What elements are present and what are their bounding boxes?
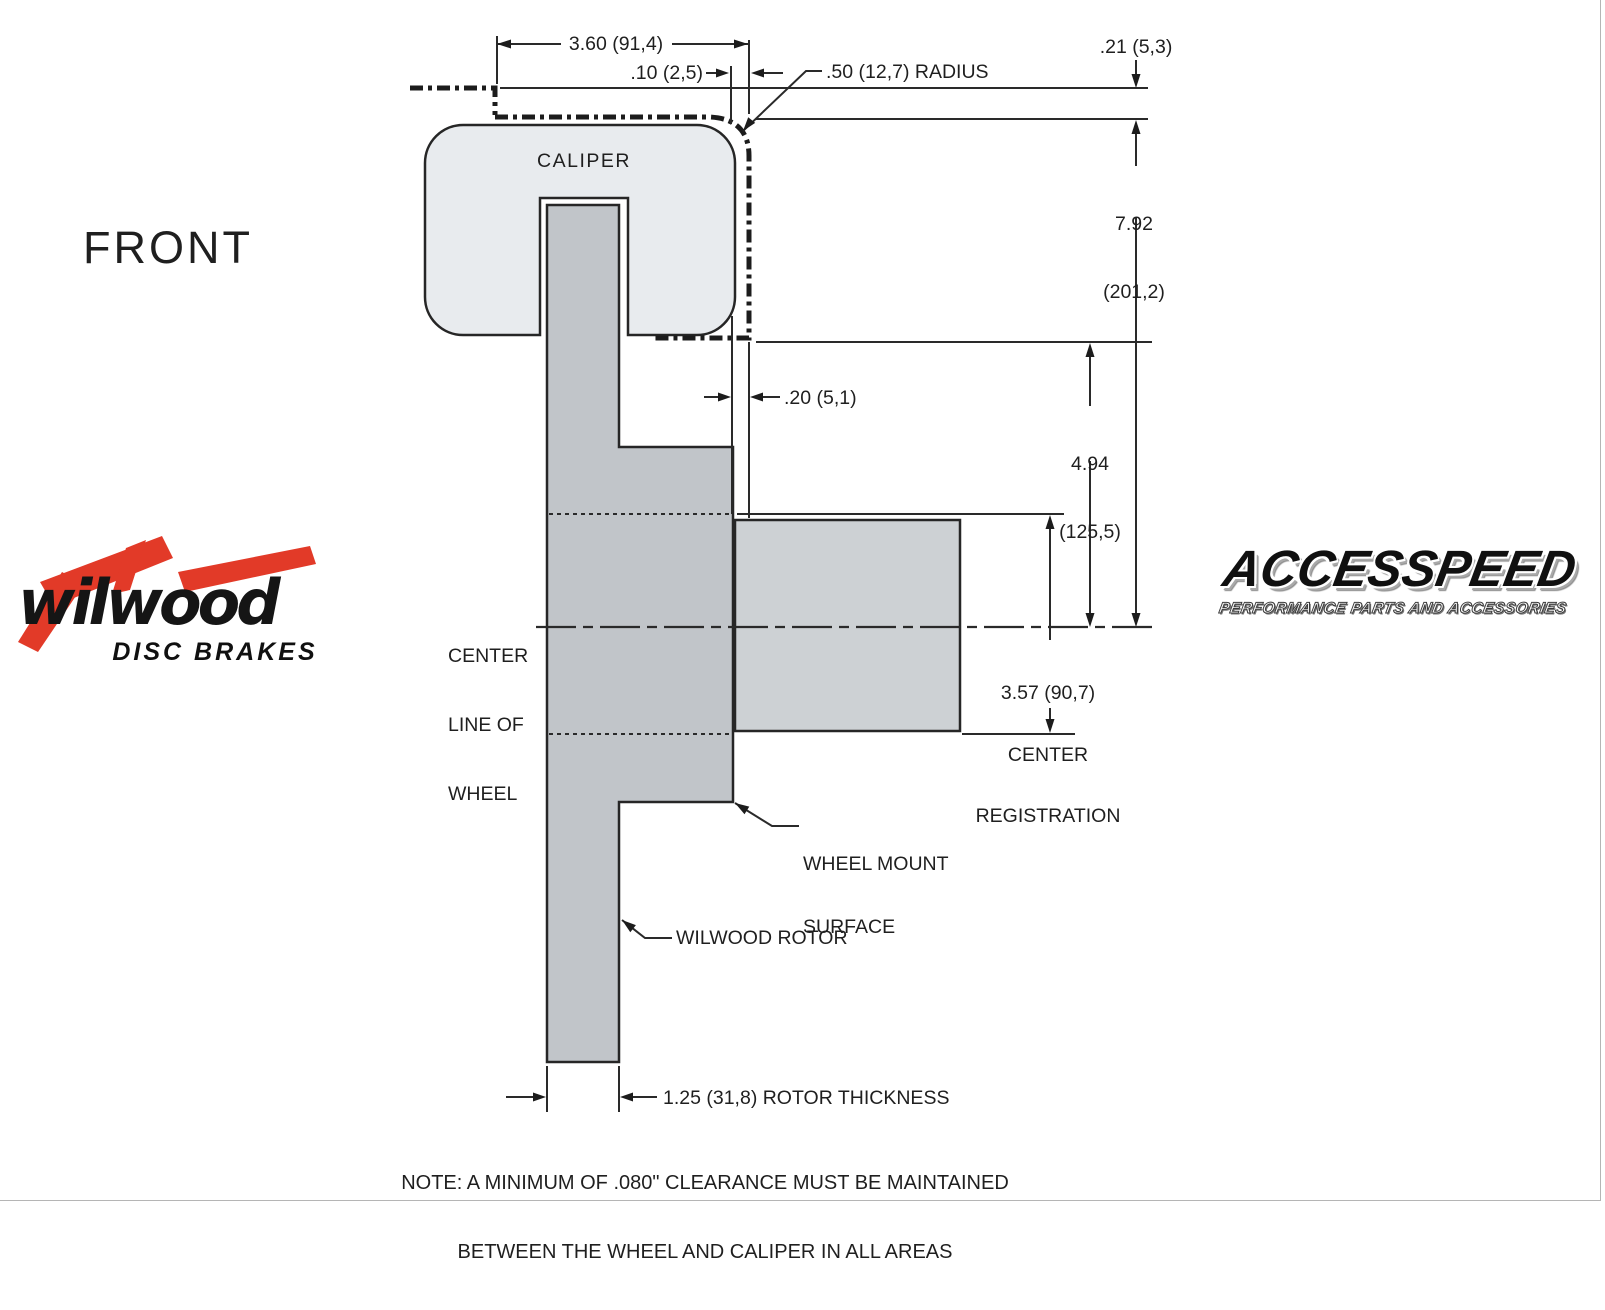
dim-wheel-radius: .50 (12,7) RADIUS — [826, 61, 989, 83]
dim-caliper-height: 7.92 (201,2) — [1103, 213, 1165, 303]
accesspeed-logo-tagline: PERFORMANCE PARTS AND ACCESSORIES — [1217, 600, 1568, 617]
wheel-mount-surface-label: WHEEL MOUNT SURFACE — [803, 853, 949, 938]
dim-mount-to-center: 4.94 (125,5) — [1059, 453, 1121, 543]
caliper-label: CALIPER — [537, 150, 631, 172]
clearance-note: NOTE: A MINIMUM OF .080" CLEARANCE MUST BE MAINTAINED BETWEEN THE WHEEL AND CALIPER IN ALL AREAS — [401, 1172, 1009, 1263]
accesspeed-logo — [1191, 540, 1605, 618]
wilwood-logo-tagline: DISC BRAKES — [112, 638, 318, 666]
dim-wheel-clearance-top: .21 (5,3) — [1099, 36, 1173, 58]
front-view-label: FRONT — [83, 222, 253, 273]
center-line-of-wheel-label: CENTER LINE OF WHEEL — [448, 645, 529, 805]
hub-shape — [735, 520, 960, 731]
dim-face-gap: .20 (5,1) — [784, 387, 857, 409]
dim-center-registration: 3.57 (90,7) CENTER REGISTRATION — [975, 682, 1121, 827]
wilwood-logo — [18, 536, 318, 666]
wilwood-rotor-label: WILWOOD ROTOR — [676, 927, 848, 949]
dim-caliper-width: 3.60 (91,4) — [568, 33, 664, 55]
accesspeed-logo-name: ACCESSPEED — [1219, 540, 1581, 597]
wilwood-logo-name: wilwood — [18, 566, 277, 639]
dim-rotor-thickness: 1.25 (31,8) ROTOR THICKNESS — [663, 1087, 950, 1109]
dim-pad-gap: .10 (2,5) — [630, 62, 703, 84]
